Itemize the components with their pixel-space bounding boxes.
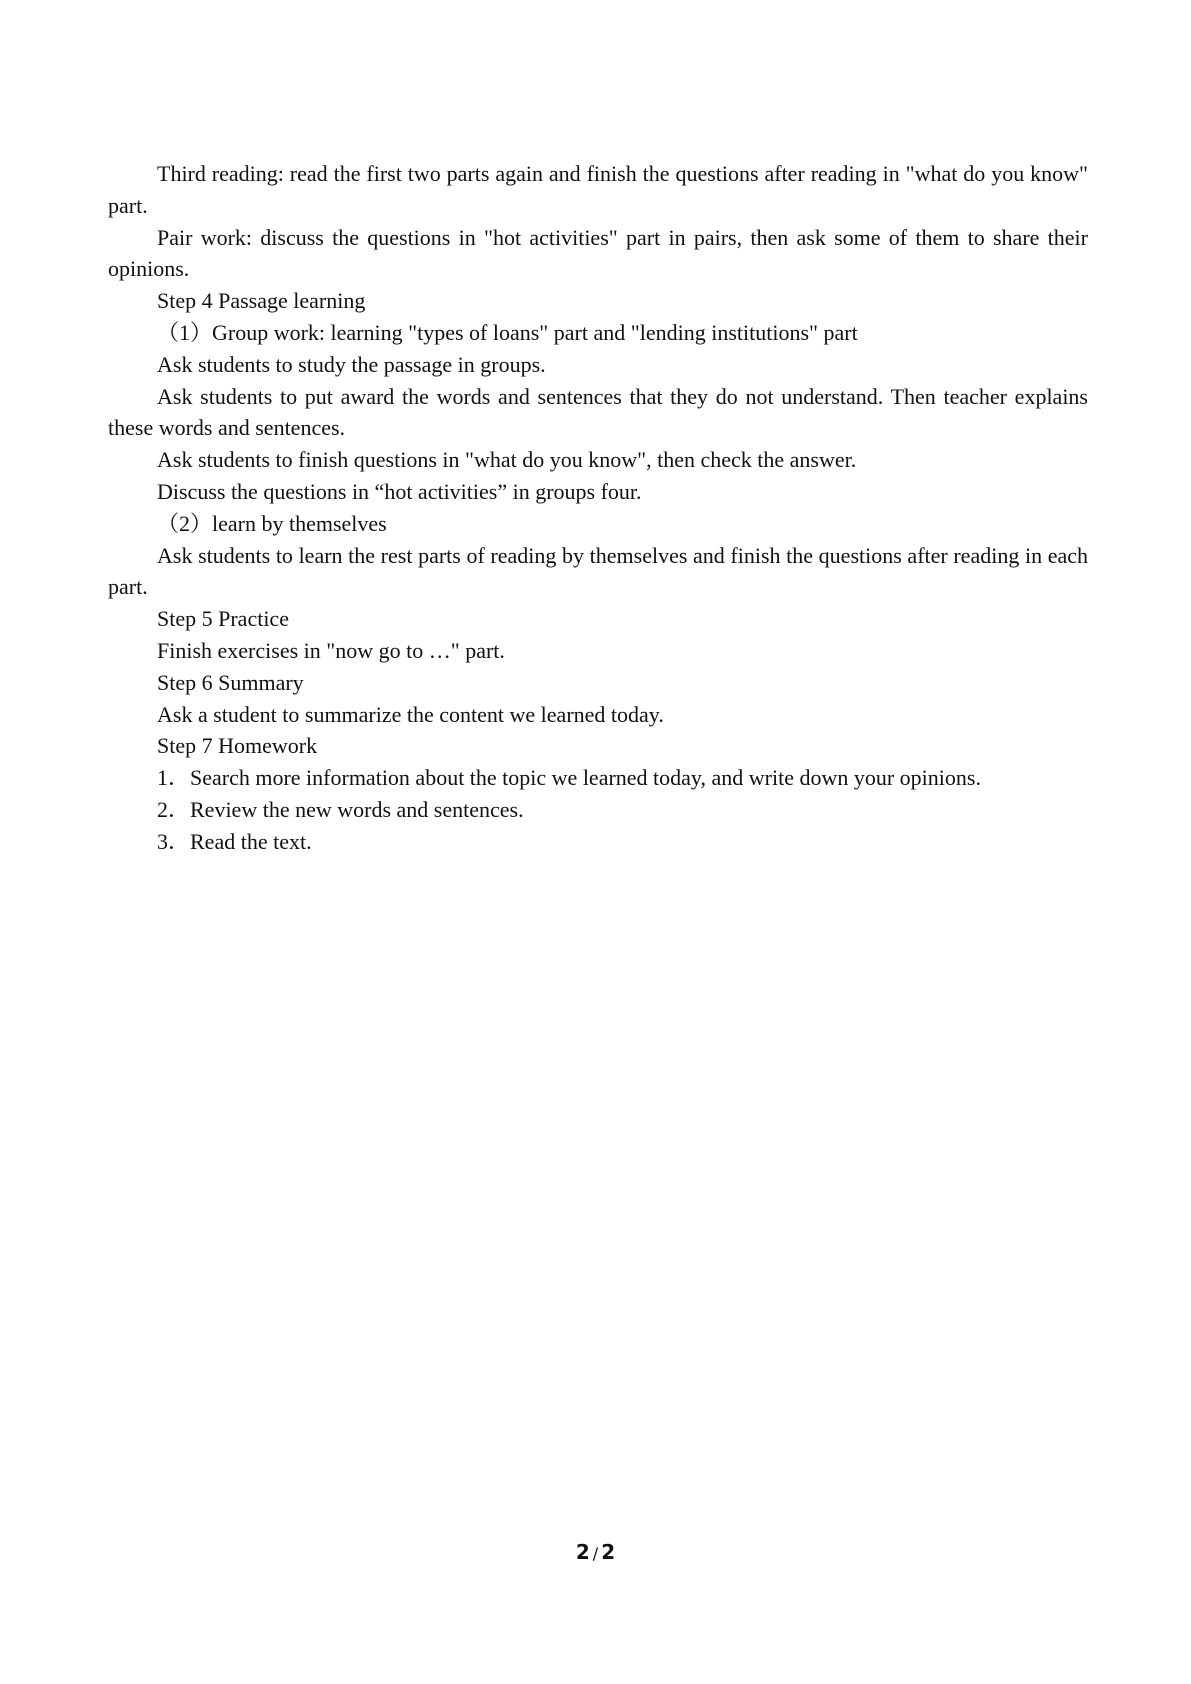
paragraph-learn-rest-parts: Ask students to learn the rest parts of reading by themselves and finish the questions after reading in each part. (108, 542, 1088, 600)
document-body (108, 158, 1088, 858)
page-number-separator: / (592, 1544, 599, 1563)
homework-item-3: 3．Read the text. (157, 828, 312, 854)
homework-item-1: 1．Search more information about the topic we learned today, and write down your opinions. (157, 765, 981, 791)
paragraph-third-reading: Third reading: read the first two parts again and finish the questions after reading in "what do you know" part. (108, 161, 1088, 218)
page-number (0, 1540, 1191, 1564)
paragraph-finish-exercises: Finish exercises in "now go to …" part. (157, 637, 505, 663)
total-page-count: 2 (601, 1540, 616, 1564)
subheading-group-work: （1）Group work: learning "types of loans" part and "lending institutions" part (157, 319, 858, 345)
current-page-number: 2 (575, 1540, 590, 1564)
subheading-learn-by-themselves: （2）learn by themselves (157, 510, 387, 536)
heading-step-4: Step 4 Passage learning (157, 288, 366, 314)
paragraph-summarize: Ask a student to summarize the content we learned today. (157, 701, 664, 727)
paragraph-study-in-groups: Ask students to study the passage in groups. (157, 351, 546, 377)
heading-step-7: Step 7 Homework (157, 733, 318, 759)
homework-item-2: 2．Review the new words and sentences. (157, 796, 524, 822)
heading-step-6: Step 6 Summary (157, 669, 304, 695)
paragraph-discuss-questions: Discuss the questions in “hot activities” in groups four. (157, 478, 642, 504)
heading-step-5: Step 5 Practice (157, 606, 289, 632)
paragraph-put-award-words: Ask students to put award the words and sentences that they do not understand. Then teacher explains these words and sentences. (108, 383, 1088, 441)
paragraph-finish-questions: Ask students to finish questions in "what do you know", then check the answer. (157, 447, 857, 473)
paragraph-pair-work: Pair work: discuss the questions in "hot activities" part in pairs, then ask some of them to share their opinions. (108, 224, 1088, 282)
